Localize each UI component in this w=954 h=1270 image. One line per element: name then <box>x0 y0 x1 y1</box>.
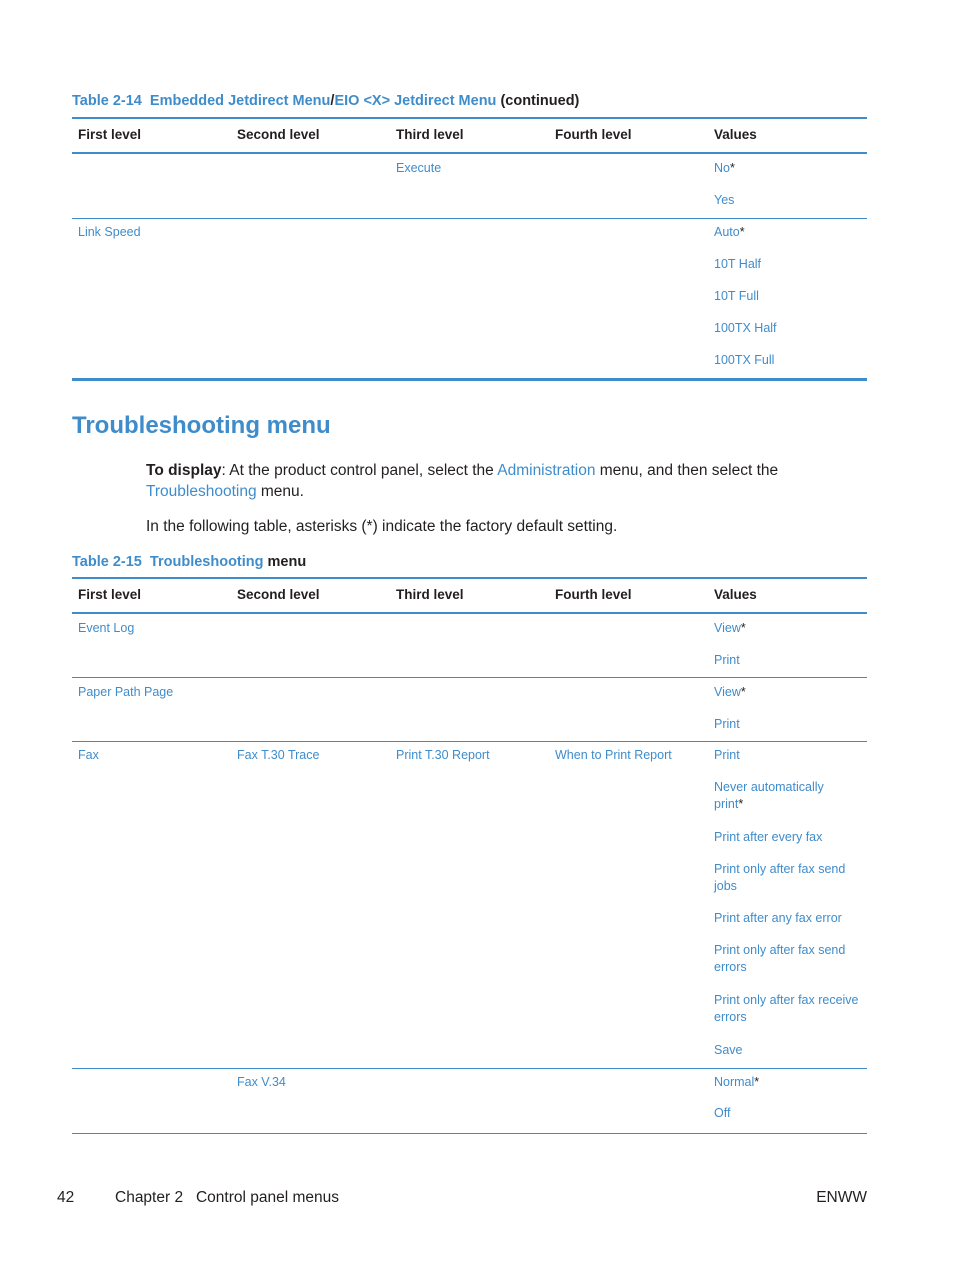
value-item[interactable]: Print after any fax error <box>714 911 842 925</box>
value-item[interactable]: Print only after fax send errors <box>714 943 846 974</box>
caption-separator: / <box>330 93 335 109</box>
value-item[interactable]: Print <box>714 653 740 667</box>
caption-number: Table 2-15 <box>72 554 142 570</box>
table-row <box>72 742 867 1069</box>
administration-link[interactable]: Administration <box>497 462 596 479</box>
header-fourth-level: Fourth level <box>555 587 632 602</box>
caption-link-troubleshooting[interactable]: Troubleshooting <box>149 554 264 570</box>
caption-suffix: (continued) <box>500 93 580 109</box>
header-third-level: Third level <box>396 587 464 602</box>
table-2-15-caption <box>72 554 306 570</box>
value-item[interactable]: 10T Full <box>714 289 759 303</box>
footer-enww: ENWW <box>816 1189 867 1206</box>
caption-suffix: menu <box>267 554 307 570</box>
value-item[interactable]: Save <box>714 1043 743 1057</box>
cell-fourth-level[interactable]: When to Print Report <box>555 748 672 762</box>
header-third-level: Third level <box>396 127 464 142</box>
table-2-14 <box>72 117 867 381</box>
header-values: Values <box>714 587 757 602</box>
value-item[interactable]: No* <box>714 161 735 175</box>
cell-second-level[interactable]: Fax T.30 Trace <box>237 748 320 762</box>
cell-first-level[interactable]: Paper Path Page <box>78 685 174 699</box>
header-values: Values <box>714 127 757 142</box>
table-row <box>72 1069 867 1134</box>
value-item[interactable]: Print only after fax receive errors <box>714 993 859 1024</box>
troubleshooting-link[interactable]: Troubleshooting <box>146 483 257 500</box>
value-item[interactable]: View* <box>714 621 746 635</box>
chapter-title: Chapter 2 Control panel menus <box>115 1189 340 1206</box>
cell-first-level[interactable]: Link Speed <box>78 225 141 239</box>
value-item[interactable]: 100TX Half <box>714 321 777 335</box>
value-item[interactable]: Print only after fax send jobs <box>714 862 846 893</box>
table-row <box>72 219 867 381</box>
page-number: 42 <box>57 1189 75 1206</box>
default-note: In the following table, asterisks (*) indicate the factory default setting. <box>146 518 618 535</box>
value-item[interactable]: 100TX Full <box>714 353 775 367</box>
cell-first-level[interactable]: Event Log <box>78 621 135 635</box>
table-header <box>72 117 867 154</box>
cell-second-level[interactable]: Fax V.34 <box>237 1075 286 1089</box>
value-item[interactable]: 10T Half <box>714 257 762 271</box>
table-row <box>72 678 867 742</box>
table-2-15 <box>72 577 867 1134</box>
header-first-level: First level <box>78 127 142 142</box>
display-paragraph: To display: At the product control panel, select the Administration menu, and then select the Troubleshooting menu. <box>146 462 779 500</box>
caption-link-embedded-jetdirect[interactable]: Embedded Jetdirect Menu <box>149 93 331 109</box>
header-second-level: Second level <box>237 127 320 142</box>
cell-third-level[interactable]: Execute <box>396 161 442 175</box>
cell-first-level[interactable]: Fax <box>78 748 99 762</box>
value-item[interactable]: Never automatically print* <box>714 780 824 811</box>
display-label: To display <box>146 462 222 479</box>
table-header <box>72 577 867 614</box>
value-item[interactable]: Print after every fax <box>714 830 823 844</box>
section-title: Troubleshooting menu <box>72 412 331 439</box>
table-2-14-caption <box>72 93 579 109</box>
value-item[interactable]: View* <box>714 685 746 699</box>
caption-number: Table 2-14 <box>72 93 142 109</box>
header-fourth-level: Fourth level <box>555 127 632 142</box>
table-row <box>72 154 867 219</box>
value-item[interactable]: Yes <box>714 193 735 207</box>
header-first-level: First level <box>78 587 142 602</box>
header-second-level: Second level <box>237 587 320 602</box>
value-item[interactable]: Off <box>714 1106 731 1120</box>
value-item[interactable]: Normal* <box>714 1075 760 1089</box>
value-item[interactable]: Print <box>714 717 740 731</box>
value-item[interactable]: Auto* <box>714 225 745 239</box>
value-item[interactable]: Print <box>714 748 740 762</box>
cell-third-level[interactable]: Print T.30 Report <box>396 748 490 762</box>
caption-link-eio-jetdirect[interactable]: EIO <X> Jetdirect Menu <box>334 93 497 109</box>
table-row <box>72 614 867 678</box>
